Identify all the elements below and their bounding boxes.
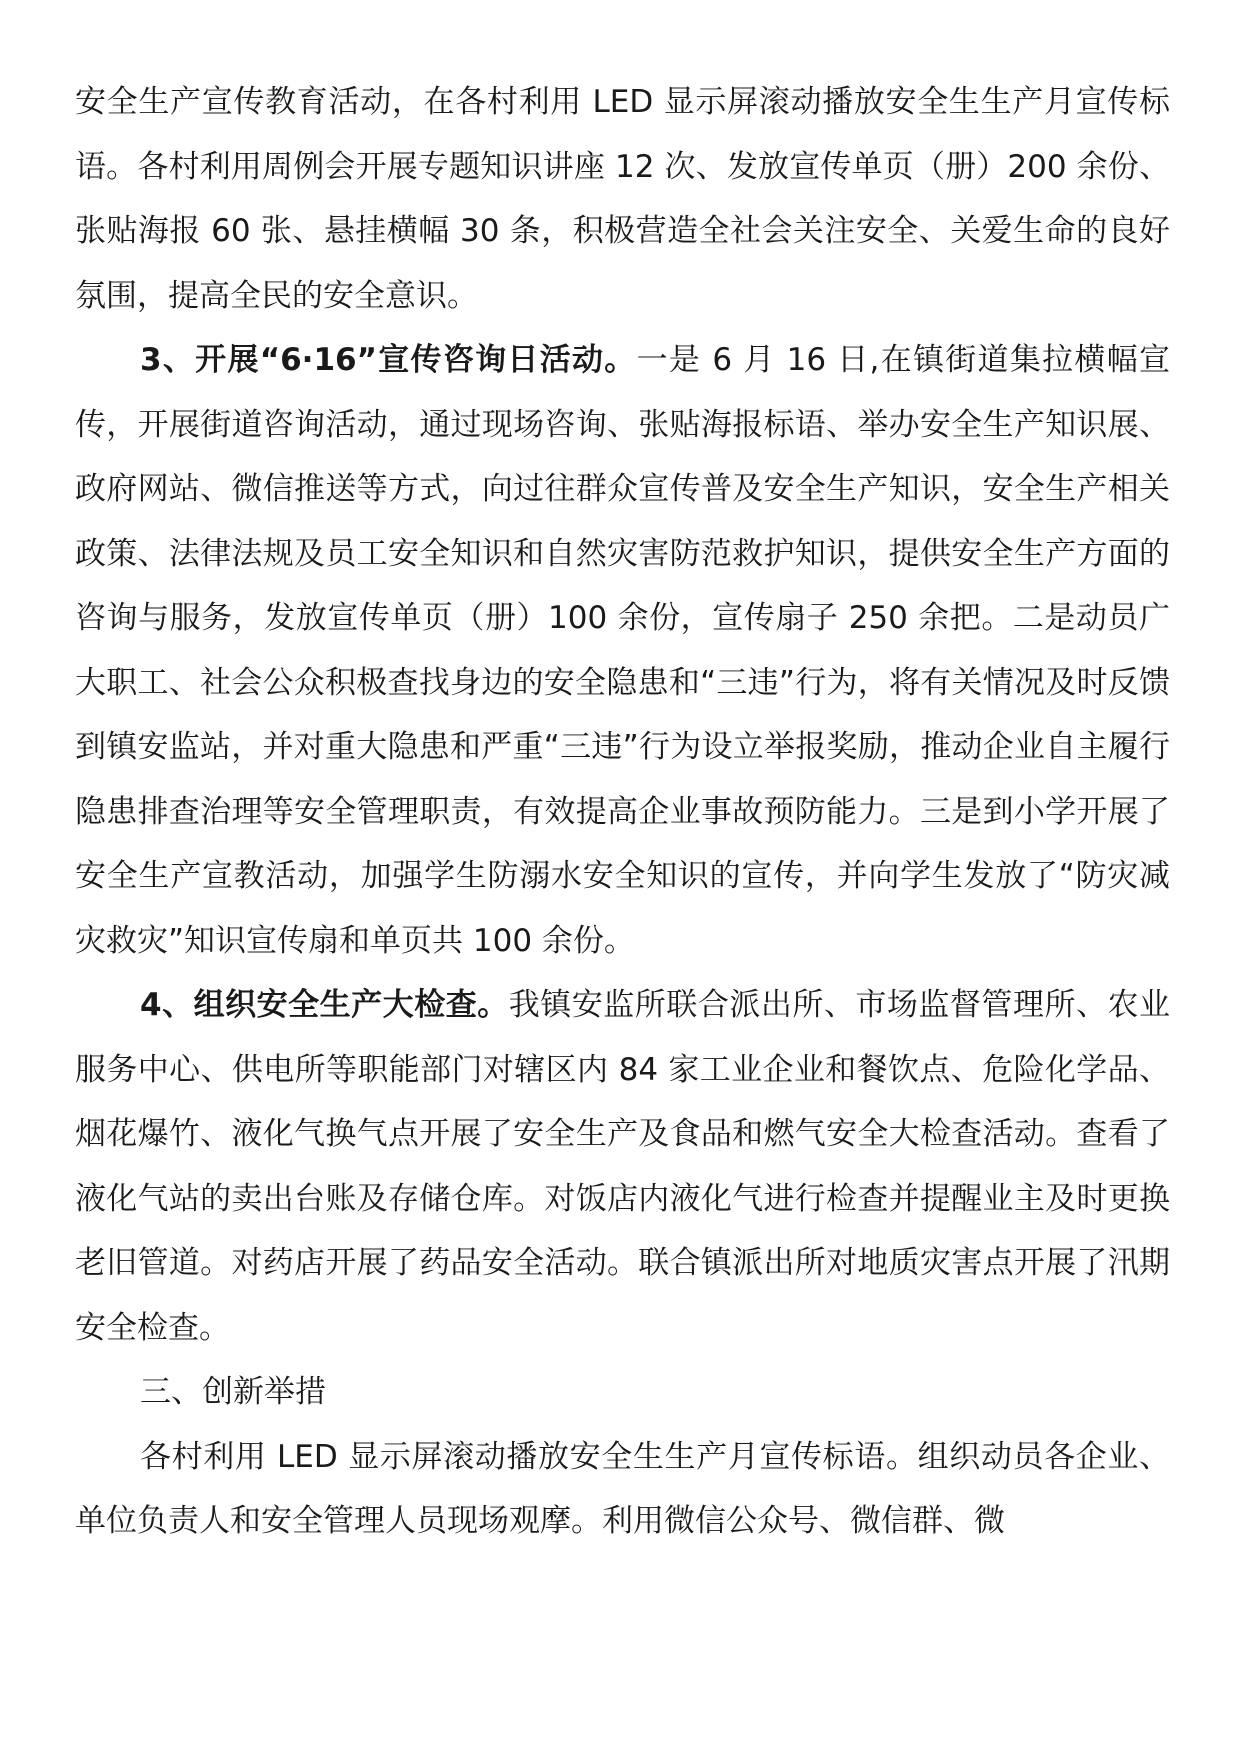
section-title-text: 三、创新举措	[140, 1374, 326, 1410]
section-heading-safety-inspection: 4、组织安全生产大检查。	[140, 987, 509, 1023]
paragraph-text: 安全生产宣传教育活动，在各村利用 LED 显示屏滚动播放安全生生产月宣传标语。各村利用周例会开展专题知识讲座 12 次、发放宣传单页（册）200 余份、张贴海报 60 张、悬挂横幅 30 条，积极营造全社会关注安全、关爱生命的良好氛围，提高全民的安全意识。	[75, 84, 1170, 314]
paragraph-innovation	[75, 1425, 1170, 1554]
paragraph-safety-inspection	[75, 973, 1170, 1360]
paragraph-text: 一是 6 月 16 日,在镇街道集拉横幅宣传，开展街道咨询活动，通过现场咨询、张贴海报标语、举办安全生产知识展、政府网站、微信推送等方式，向过往群众宣传普及安全生产知识，安全生产相关政策、法律法规及员工安全知识和自然灾害防范救护知识，提供安全生产方面的咨询与服务，发放宣传单页（册）100 余份，宣传扇子 250 余把。二是动员广大职工、社会公众积极查找身边的安全隐患和“三违”行为，将有关情况及时反馈到镇安监站，并对重大隐患和严重“三违”行为设立举报奖励，推动企业自主履行隐患排查治理等安全管理职责，有效提高企业事故预防能力。三是到小学开展了安全生产宣教活动，加强学生防溺水安全知识的宣传，并向学生发放了“防灾减灾救灾”知识宣传扇和单页共 100 余份。	[75, 342, 1170, 959]
paragraph-publicity-continuation	[75, 70, 1170, 328]
section-title-innovation	[75, 1360, 1170, 1425]
section-heading-consultation-day: 3、开展“6·16”宣传咨询日活动。	[140, 342, 637, 378]
paragraph-text: 我镇安监所联合派出所、市场监督管理所、农业服务中心、供电所等职能部门对辖区内 84 家工业企业和餐饮点、危险化学品、烟花爆竹、液化气换气点开展了安全生产及食品和燃气安全大检查活动。查看了液化气站的卖出台账及存储仓库。对饭店内液化气进行检查并提醒业主及时更换老旧管道。对药店开展了药品安全活动。联合镇派出所对地质灾害点开展了汛期安全检查。	[75, 987, 1170, 1346]
document-page	[75, 70, 1170, 1710]
paragraph-text: 各村利用 LED 显示屏滚动播放安全生生产月宣传标语。组织动员各企业、单位负责人和安全管理人员现场观摩。利用微信公众号、微信群、微	[75, 1438, 1170, 1539]
paragraph-consultation-day	[75, 328, 1170, 973]
